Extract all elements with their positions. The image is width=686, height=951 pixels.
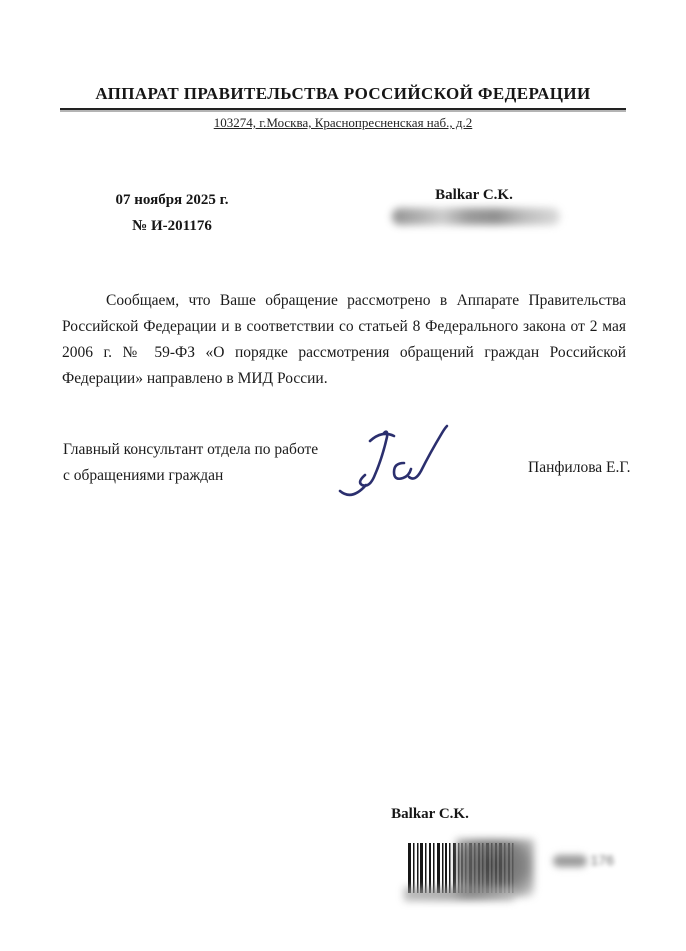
signer-name: Панфилова Е.Г. bbox=[528, 459, 631, 476]
letter-number: № И-201176 bbox=[132, 218, 212, 234]
barcode bbox=[408, 843, 524, 901]
signer-position bbox=[63, 437, 343, 489]
recipient-name: Balkar C.K. bbox=[435, 187, 513, 203]
barcode-number-fragment bbox=[530, 852, 614, 876]
barcode-number-blur-blob bbox=[553, 855, 587, 867]
letterhead-org-name: АППАРАТ ПРАВИТЕЛЬСТВА РОССИЙСКОЙ ФЕДЕРАЦИИ bbox=[95, 84, 591, 103]
reference-block bbox=[104, 187, 240, 239]
barcode-number-digits: 176 bbox=[590, 852, 614, 868]
signer-position-line1: Главный консультант отдела по работе bbox=[63, 441, 319, 458]
handwritten-signature bbox=[332, 415, 462, 511]
footer-recipient-name: Balkar C.K. bbox=[391, 806, 469, 822]
letterhead-divider bbox=[60, 108, 626, 110]
recipient-email-redacted bbox=[392, 208, 560, 225]
letterhead-address: 103274, г.Москва, Краснопресненская наб., д.2 bbox=[213, 115, 473, 130]
barcode-bottom-smudge bbox=[404, 887, 514, 901]
signer-position-line2: с обращениями граждан bbox=[63, 467, 224, 484]
letter-date: 07 ноября 2025 г. bbox=[115, 192, 229, 208]
letter-body-paragraph: Сообщаем, что Ваше обращение рассмотрено в Аппарате Правительства Российской Федерации и в соответствии со статьей 8 Федерального закона от 2 мая 2006 г. № 59-ФЗ «О порядке рассмотрения обращений граждан Российской Федерации» направлено в МИД России. bbox=[62, 292, 626, 387]
